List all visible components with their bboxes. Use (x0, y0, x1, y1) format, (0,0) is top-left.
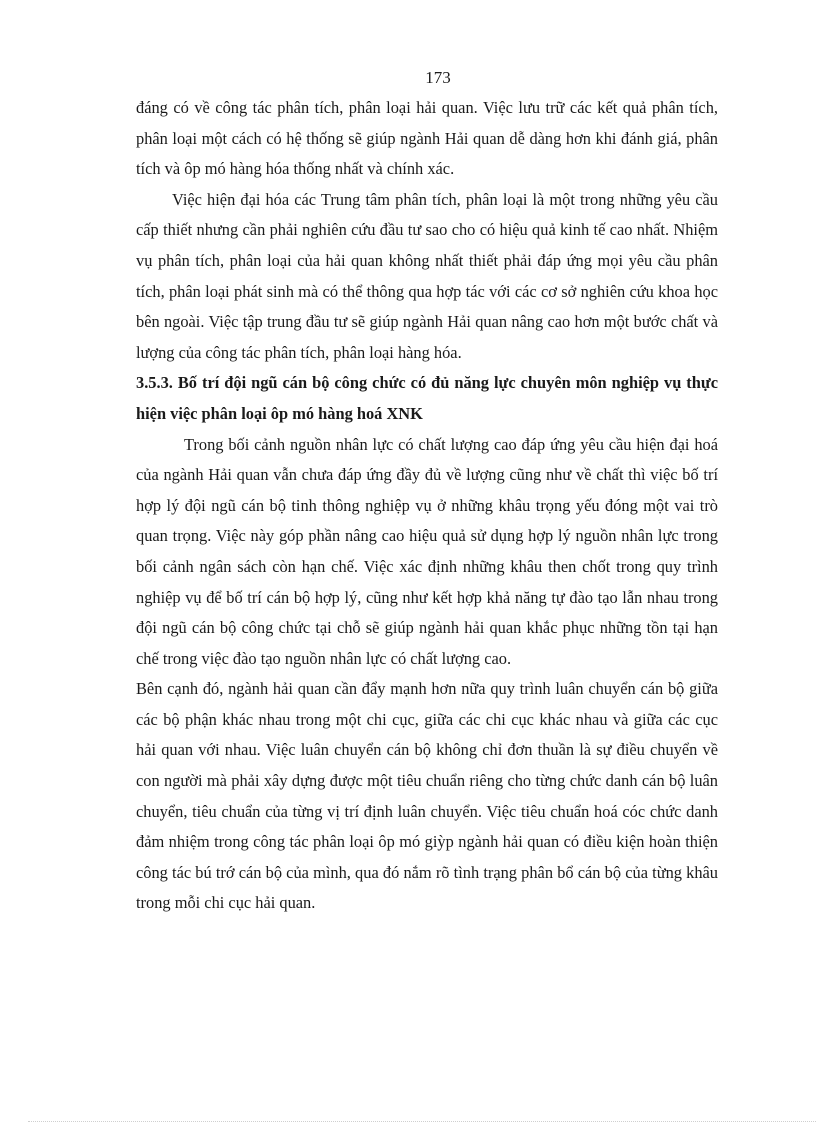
document-body (136, 93, 718, 919)
paragraph-modernization: Việc hiện đại hóa các Trung tâm phân tích, phân loại là một trong những yêu cầu cấp thiết nhưng cần phải nghiên cứu đầu tư sao cho có hiệu quả kinh tế cao nhất. Nhiệm vụ phân tích, phân loại của hải quan không nhất thiết phải đáp ứng mọi yêu cầu phân tích, phân loại phát sinh mà có thể thông qua hợp tác với các cơ sở nghiên cứu khoa học bên ngoài. Việc tập trung đầu tư sẽ giúp ngành Hải quan nâng cao hơn một bước chất và lượng của công tác phân tích, phân loại hàng hóa. (136, 189, 718, 362)
footer-divider (28, 1121, 816, 1122)
paragraph-staffing: Trong bối cảnh nguồn nhân lực có chất lượng cao đáp ứng yêu cầu hiện đại hoá của ngành Hải quan vẫn chưa đáp ứng đầy đủ về lượng cũng như về chất thì việc bố trí hợp lý đội ngũ cán bộ tinh thông nghiệp vụ ở những khâu trọng yếu đóng một vai trò quan trọng. Việc này góp phần nâng cao hiệu quả sử dụng hợp lý nguồn nhân lực trong bối cảnh ngân sách còn hạn chế. Việc xác định những khâu then chốt trong quy trình nghiệp vụ để bố trí cán bộ hợp lý, cũng như kết hợp khả năng tự đào tạo lẫn nhau trong đội ngũ cán bộ công chức tại chỗ sẽ giúp ngành hải quan khắc phục những tồn tại hạn chế trong việc đào tạo nguồn nhân lực có chất lượng cao. (136, 434, 718, 668)
page-number: 173 (425, 68, 451, 87)
paragraph-continuation: đáng có về công tác phân tích, phân loại hải quan. Việc lưu trữ các kết quả phân tích, phân loại một cách có hệ thống sẽ giúp ngành Hải quan dễ dàng hơn khi đánh giá, phân tích và ôp mó hàng hóa thống nhất và chính xác. (136, 98, 718, 179)
paragraph-rotation: Bên cạnh đó, ngành hải quan cần đẩy mạnh hơn nữa quy trình luân chuyển cán bộ giữa các bộ phận khác nhau trong một chi cục, giữa các chi cục khác nhau và giữa các cục hải quan với nhau. Việc luân chuyển cán bộ không chỉ đơn thuần là sự điều chuyển về con người mà phải xây dựng được một tiêu chuẩn riêng cho từng chức danh cán bộ luân chuyển, tiêu chuẩn của từng vị trí định luân chuyển. Việc tiêu chuẩn hoá cóc chức danh đảm nhiệm trong công tác phân loại ôp mó giỳp ngành hải quan có điều kiện hoàn thiện công tác bú trớ cán bộ của mình, qua đó nắm rõ tình trạng phân bổ cán bộ của từng khâu trong mỗi chi cục hải quan. (136, 679, 718, 913)
section-heading: 3.5.3. Bố trí đội ngũ cán bộ công chức có đủ năng lực chuyên môn nghiệp vụ thực hiện việc phân loại ôp mó hàng hoá XNK (136, 373, 718, 423)
